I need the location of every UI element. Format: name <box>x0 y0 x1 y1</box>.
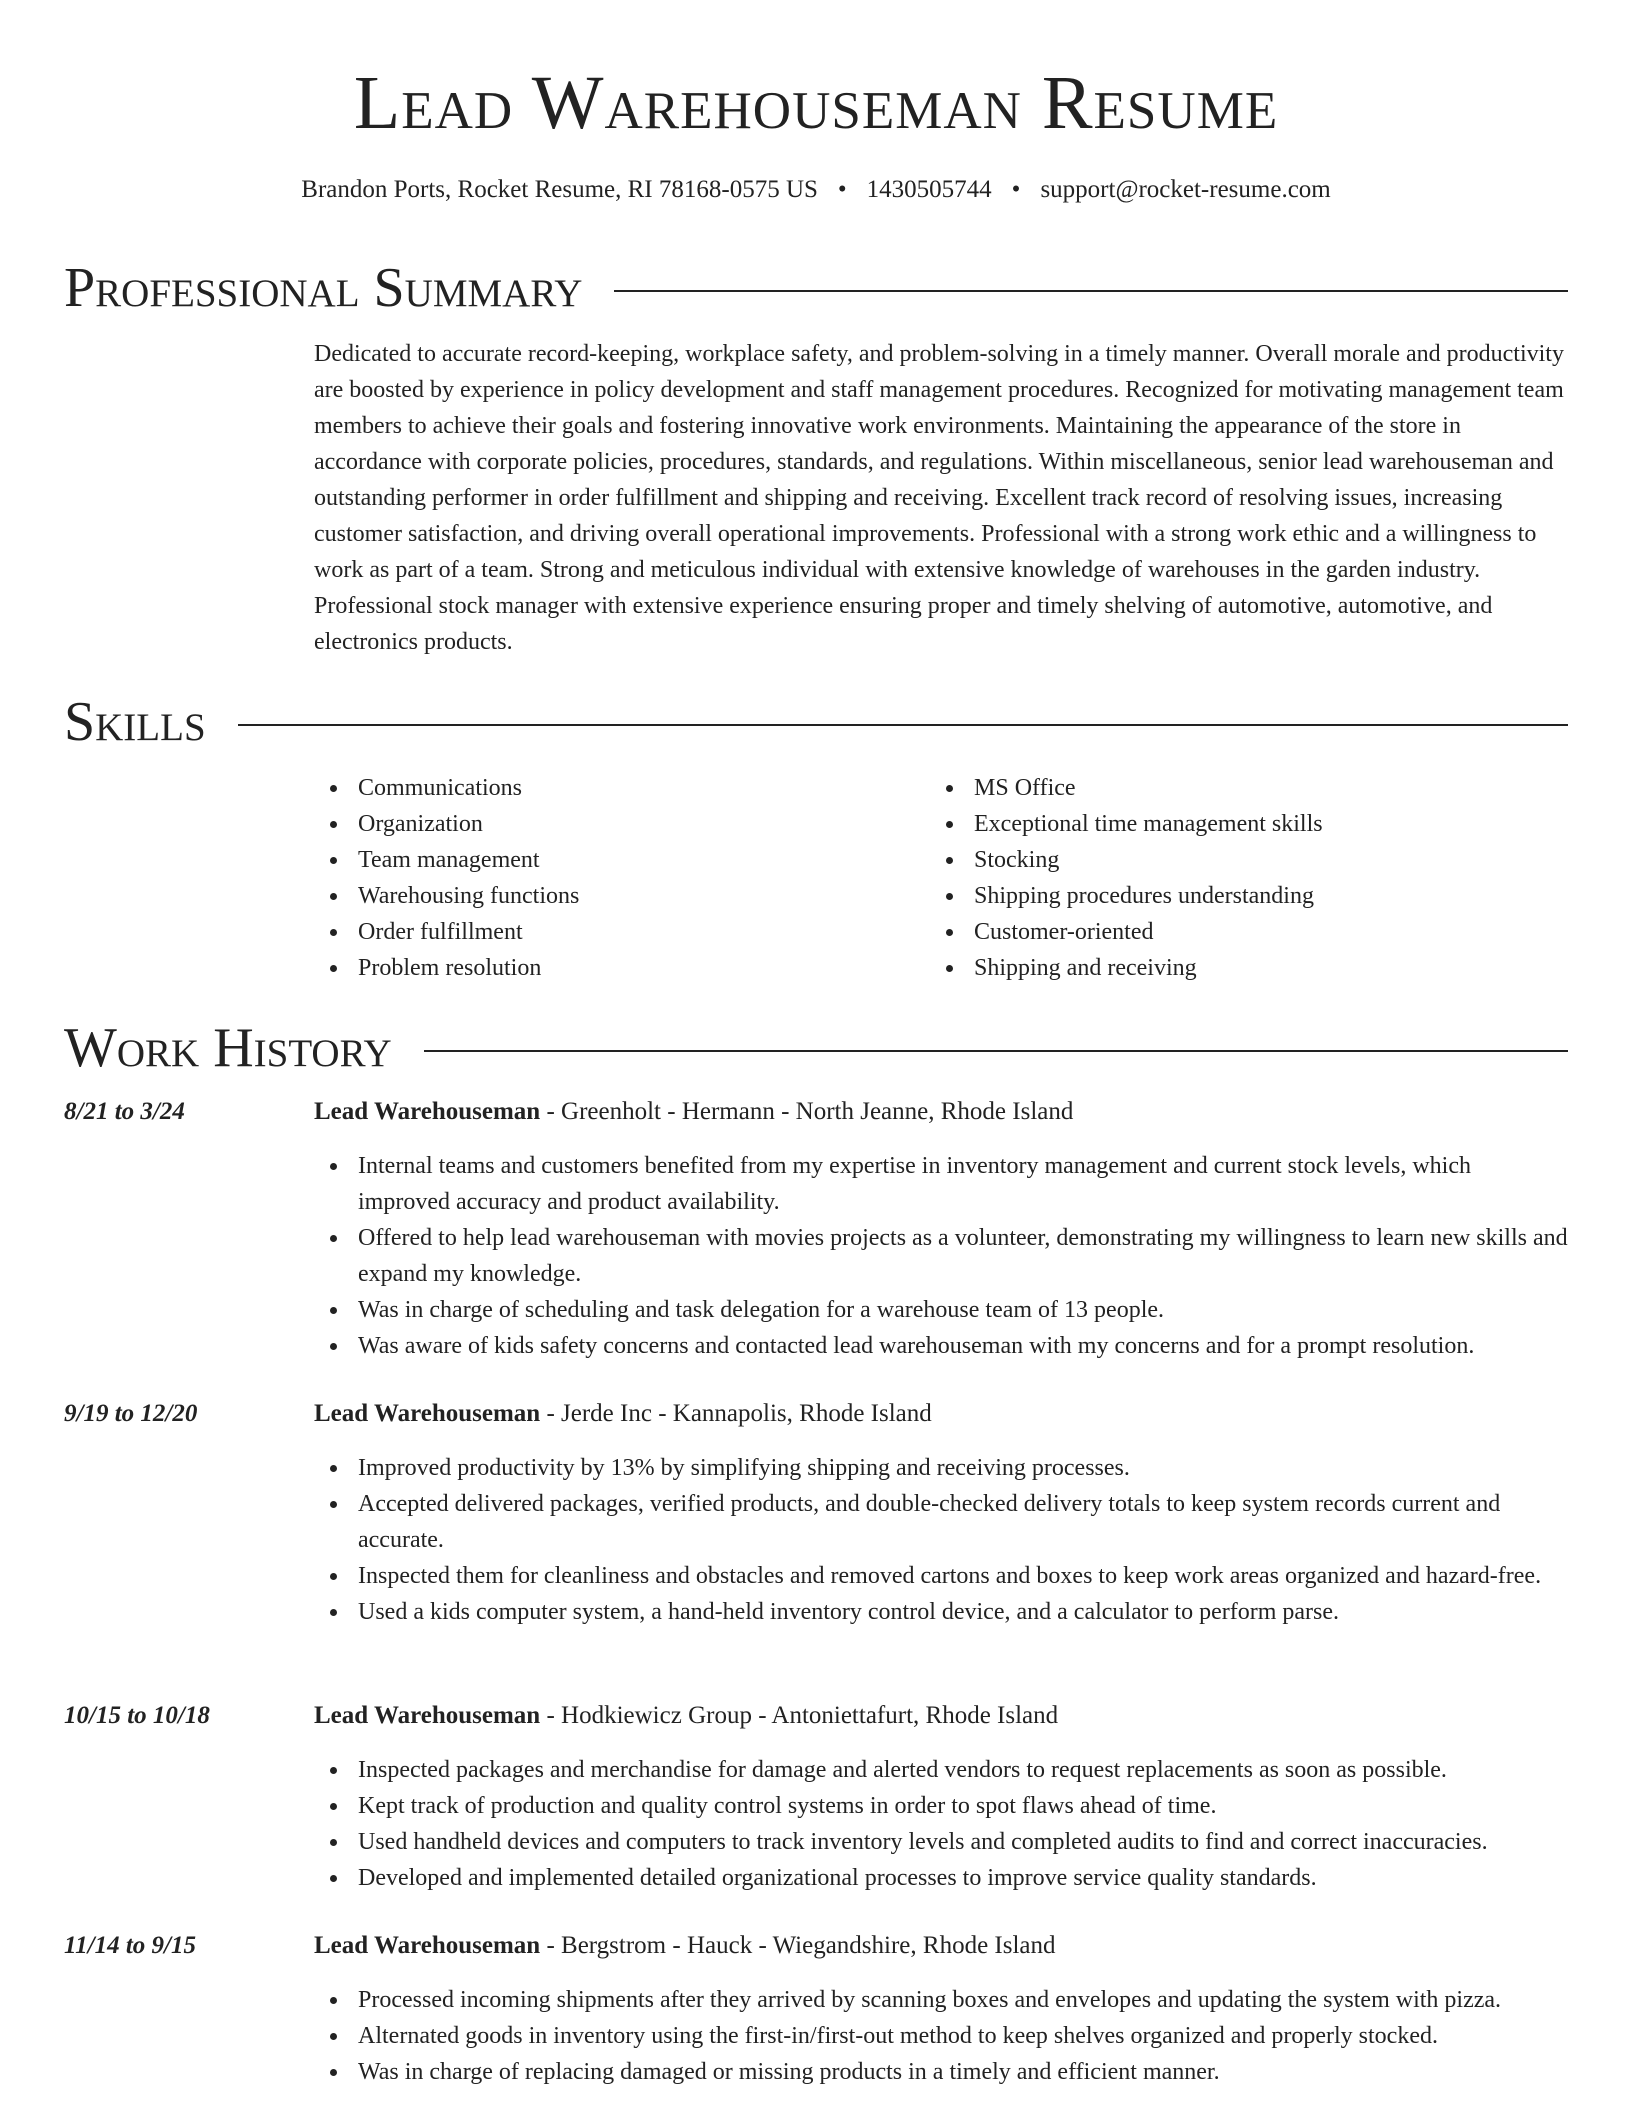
job-header <box>64 1698 1568 1734</box>
job-bullet: Internal teams and customers benefited from my expertise in inventory management and current stock levels, which improved accuracy and product availability. <box>314 1148 1568 1220</box>
job-dates: 9/19 to 12/20 <box>64 1400 198 1427</box>
skill-item: Communications <box>314 770 930 806</box>
job-company: - Bergstrom - Hauck - Wiegandshire, Rhode Island <box>540 1932 1056 1959</box>
job-company: - Hodkiewicz Group - Antoniettafurt, Rhode Island <box>540 1702 1059 1729</box>
skill-item: Problem resolution <box>314 950 930 986</box>
job-bullet: Used handheld devices and computers to track inventory levels and completed audits to find and correct inaccuracies. <box>314 1824 1568 1860</box>
job-bullet: Kept track of production and quality control systems in order to spot flaws ahead of time. <box>314 1788 1568 1824</box>
skill-item: Warehousing functions <box>314 878 930 914</box>
job-entry <box>64 1928 1568 2090</box>
job-bullet: Developed and implemented detailed organizational processes to improve service quality standards. <box>314 1860 1568 1896</box>
job-entry <box>64 1094 1568 1364</box>
job-entry <box>64 1396 1568 1630</box>
section-title: Professional Summary <box>64 257 583 319</box>
skill-item: Order fulfillment <box>314 914 930 950</box>
job-bullet: Alternated goods in inventory using the first-in/first-out method to keep shelves organized and properly stocked. <box>314 2018 1568 2054</box>
job-bullet: Improved productivity by 13% by simplifying shipping and receiving processes. <box>314 1450 1568 1486</box>
job-role: Lead Warehouseman <box>314 1932 541 1959</box>
skill-item: Shipping and receiving <box>930 950 1546 986</box>
contact-line <box>0 172 1632 208</box>
skills-column-right <box>930 770 1546 986</box>
job-bullet: Was in charge of replacing damaged or missing products in a timely and efficient manner. <box>314 2054 1568 2090</box>
resume-title: Lead Warehouseman Resume <box>353 61 1279 145</box>
skills-heading <box>64 690 1568 754</box>
skill-item: Stocking <box>930 842 1546 878</box>
skill-item: Exceptional time management skills <box>930 806 1546 842</box>
job-bullets <box>314 1450 1568 1630</box>
job-role: Lead Warehouseman <box>314 1400 541 1427</box>
contact-email: support@rocket-resume.com <box>1040 176 1331 203</box>
job-header <box>64 1094 1568 1130</box>
contact-separator: • <box>837 176 847 203</box>
job-dates: 8/21 to 3/24 <box>64 1098 185 1125</box>
skill-item: Team management <box>314 842 930 878</box>
skill-item: MS Office <box>930 770 1546 806</box>
job-header <box>64 1928 1568 1964</box>
job-company: - Jerde Inc - Kannapolis, Rhode Island <box>540 1400 932 1427</box>
job-dates: 10/15 to 10/18 <box>64 1702 210 1729</box>
section-title: Skills <box>64 691 206 753</box>
section-divider <box>614 290 1568 292</box>
job-bullet: Was aware of kids safety concerns and contacted lead warehouseman with my concerns and for a prompt resolution. <box>314 1328 1568 1364</box>
section-title: Work History <box>64 1017 392 1079</box>
job-dates: 11/14 to 9/15 <box>64 1932 196 1959</box>
job-bullet: Was in charge of scheduling and task delegation for a warehouse team of 13 people. <box>314 1292 1568 1328</box>
job-bullet: Processed incoming shipments after they arrived by scanning boxes and envelopes and updating the system with pizza. <box>314 1982 1568 2018</box>
job-bullet: Inspected packages and merchandise for damage and alerted vendors to request replacements as soon as possible. <box>314 1752 1568 1788</box>
job-bullets <box>314 1752 1568 1896</box>
skills-list <box>314 770 1564 986</box>
job-entry <box>64 1698 1568 1896</box>
job-bullet: Inspected them for cleanliness and obstacles and removed cartons and boxes to keep work areas organized and hazard-free. <box>314 1558 1568 1594</box>
skills-column-left <box>314 770 930 986</box>
job-header <box>64 1396 1568 1432</box>
contact-address: Brandon Ports, Rocket Resume, RI 78168-0575 US <box>301 176 818 203</box>
skill-item: Customer-oriented <box>930 914 1546 950</box>
job-role: Lead Warehouseman <box>314 1098 541 1125</box>
work-history-heading <box>64 1016 1568 1080</box>
contact-phone: 1430505744 <box>866 176 992 203</box>
job-bullet: Offered to help lead warehouseman with movies projects as a volunteer, demonstrating my willingness to learn new skills and expand my knowledge. <box>314 1220 1568 1292</box>
contact-separator: • <box>1011 176 1021 203</box>
job-bullet: Accepted delivered packages, verified products, and double-checked delivery totals to keep system records current and accurate. <box>314 1486 1568 1558</box>
job-bullets <box>314 1982 1568 2090</box>
section-divider <box>238 724 1568 726</box>
summary-paragraph: Dedicated to accurate record-keeping, workplace safety, and problem-solving in a timely manner. Overall morale and productivity are boosted by experience in policy development and staff management procedures. Recognized for motivating management team members to achieve their goals and fostering innovative work environments. Maintaining the appearance of the store in accordance with corporate policies, procedures, standards, and regulations. Within miscellaneous, senior lead warehouseman and outstanding performer in order fulfillment and shipping and receiving. Excellent track record of resolving issues, increasing customer satisfaction, and driving overall operational improvements. Professional with a strong work ethic and a willingness to work as part of a team. Strong and meticulous individual with extensive knowledge of warehouses in the garden industry. Professional stock manager with extensive experience ensuring proper and timely shelving of automotive, automotive, and electronics products. <box>314 341 1564 655</box>
skill-item: Organization <box>314 806 930 842</box>
professional-summary-heading <box>64 256 1568 320</box>
section-divider <box>424 1050 1568 1052</box>
job-bullet: Used a kids computer system, a hand-held inventory control device, and a calculator to perform parse. <box>314 1594 1568 1630</box>
skill-item: Shipping procedures understanding <box>930 878 1546 914</box>
job-bullets <box>314 1148 1568 1364</box>
job-role: Lead Warehouseman <box>314 1702 541 1729</box>
job-company: - Greenholt - Hermann - North Jeanne, Rhode Island <box>540 1098 1074 1125</box>
